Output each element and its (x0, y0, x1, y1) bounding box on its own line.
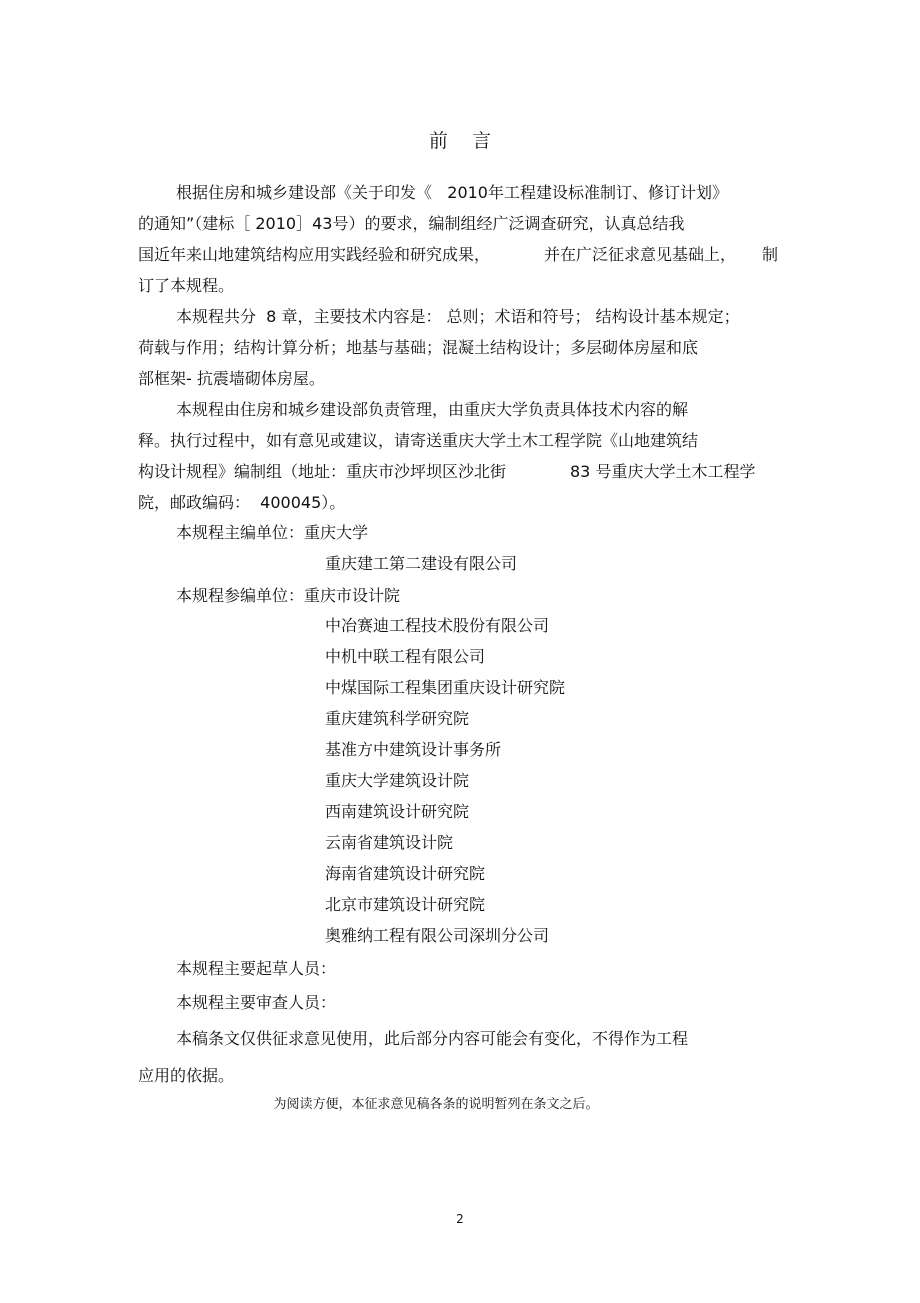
participant-unit: 重庆建筑科学研究院 (325, 709, 470, 728)
page-title: 前 言 (428, 130, 492, 152)
para3-line3b: 83 号重庆大学土木工程学 (570, 462, 756, 481)
participant-unit: 云南省建筑设计院 (325, 833, 454, 852)
reading-note: 为阅读方便，本征求意见稿各条的说明暂列在条文之后。 (273, 1097, 599, 1112)
participant-label: 本规程参编单位：重庆市设计院 (176, 586, 401, 605)
participant-unit: 西南建筑设计研究院 (325, 802, 470, 821)
para1-line3c: 制 (762, 245, 779, 264)
reviewers-label: 本规程主要审查人员： (176, 993, 337, 1012)
chief-editor-label: 本规程主编单位：重庆大学 (176, 523, 369, 542)
para2-line1: 本规程共分 8 章，主要技术内容是： 总则；术语和符号； 结构设计基本规定； (176, 307, 740, 326)
chief-editor-unit: 重庆建工第二建设有限公司 (325, 554, 518, 573)
para2-line3: 部框架- 抗震墙砌体房屋。 (138, 369, 325, 388)
para1-line1: 根据住房和城乡建设部《关于印发《 2010年工程建设标准制订、修订计划》 (176, 183, 728, 202)
para1-line4: 订了本规程。 (138, 276, 235, 295)
disclaimer-line2: 应用的依据。 (138, 1066, 235, 1085)
para1-line2: 的通知”（建标［ 2010］43号）的要求，编制组经广泛调查研究，认真总结我 (138, 214, 685, 233)
para3-line1: 本规程由住房和城乡建设部负责管理，由重庆大学负责具体技术内容的解 (176, 400, 689, 419)
para3-line4: 院，邮政编码： 400045）。 (138, 493, 346, 512)
participant-unit: 海南省建筑设计研究院 (325, 864, 486, 883)
participant-unit: 中冶赛迪工程技术股份有限公司 (325, 616, 550, 635)
participant-unit: 中机中联工程有限公司 (325, 647, 486, 666)
para3-line2: 释。执行过程中，如有意见或建议，请寄送重庆大学土木工程学院《山地建筑结 (138, 431, 699, 450)
participant-unit: 中煤国际工程集团重庆设计研究院 (325, 678, 566, 697)
para1-line3b: 并在广泛征求意见基础上， (544, 245, 737, 264)
para1-line3a: 国近年来山地建筑结构应用实践经验和研究成果， (138, 245, 491, 264)
participant-unit: 北京市建筑设计研究院 (325, 895, 486, 914)
participant-unit: 重庆大学建筑设计院 (325, 771, 470, 790)
participant-unit: 基准方中建筑设计事务所 (325, 740, 502, 759)
disclaimer-line1: 本稿条文仅供征求意见使用，此后部分内容可能会有变化，不得作为工程 (176, 1029, 689, 1048)
participant-unit: 奥雅纳工程有限公司深圳分公司 (325, 926, 550, 945)
page-number: 2 (456, 1212, 464, 1226)
para3-line3a: 构设计规程》编制组（地址：重庆市沙坪坝区沙北街 (138, 462, 507, 481)
para2-line2: 荷载与作用；结构计算分析；地基与基础；混凝土结构设计；多层砌体房屋和底 (138, 338, 699, 357)
drafters-label: 本规程主要起草人员： (176, 959, 337, 978)
